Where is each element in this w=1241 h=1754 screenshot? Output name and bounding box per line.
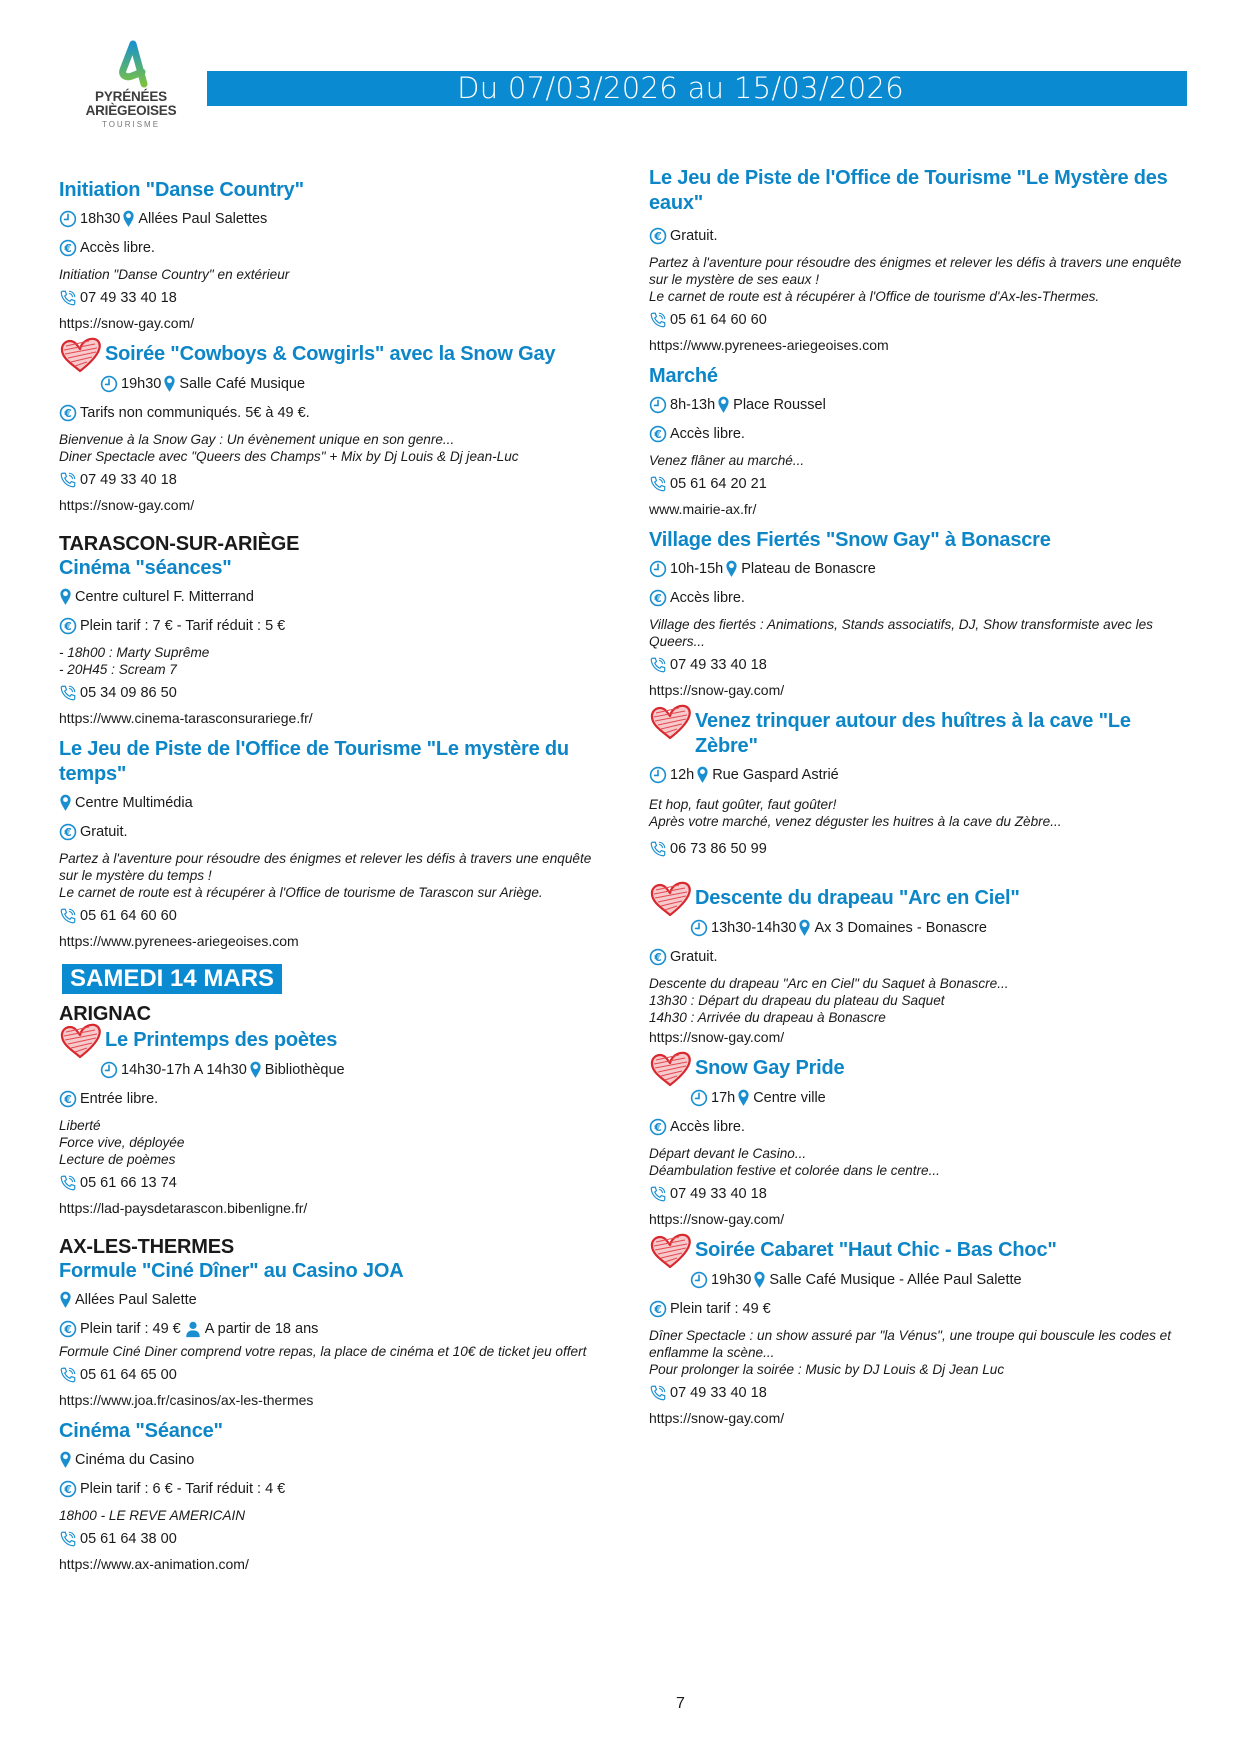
person-icon <box>184 1320 202 1338</box>
description-line: Pour prolonger la soirée : Music by DJ Louis & Dj Jean Luc <box>649 1362 1005 1377</box>
event-time: 12h <box>670 766 695 783</box>
description-line: Le carnet de route est à récupérer à l'Office de tourisme d'Ax-les-Thermes. <box>649 289 1100 304</box>
event-description <box>649 1145 1209 1179</box>
event-place: Cinéma du Casino <box>75 1451 195 1468</box>
euro-icon <box>649 227 667 245</box>
euro-icon <box>649 1300 667 1318</box>
map-pin-icon <box>737 1088 750 1107</box>
event-price: Accès libre. <box>670 1119 745 1135</box>
event-time: 19h30 <box>121 375 162 392</box>
event-title: Initiation "Danse Country" <box>59 179 304 201</box>
event-title <box>695 709 1131 759</box>
event-url-link[interactable]: https://snow-gay.com/ <box>649 1029 785 1045</box>
event-title: Cinéma "Séance" <box>59 1420 223 1442</box>
clock-icon <box>100 1061 118 1079</box>
event-title: Marché <box>649 365 718 387</box>
event-url-link[interactable]: https://snow-gay.com/ <box>649 1410 785 1426</box>
description-line: Force vive, déployée <box>59 1135 185 1150</box>
description-line: - 18h00 : Marty Suprême <box>59 645 210 660</box>
date-range-banner: Du 07/03/2026 au 15/03/2026 <box>207 71 1187 106</box>
event-place: Centre Multimédia <box>75 794 193 811</box>
event-price: Gratuit. <box>670 228 718 244</box>
phone-icon <box>59 907 77 925</box>
event-time: 8h-13h <box>670 396 716 413</box>
euro-icon <box>59 1320 77 1338</box>
clock-icon <box>649 396 667 414</box>
description-line: Après votre marché, venez déguster les huitres à la cave du Zèbre... <box>649 814 1062 829</box>
heart-icon <box>649 703 693 741</box>
event-descente-drapeau <box>649 886 1209 1046</box>
event-title: Soirée "Cowboys & Cowgirls" avec la Snow Gay <box>105 343 556 365</box>
description-line: Liberté <box>59 1118 101 1133</box>
phone-icon <box>59 1366 77 1384</box>
event-age: A partir de 18 ans <box>204 1321 319 1337</box>
city-heading-arignac: ARIGNAC <box>59 1003 151 1025</box>
description-line: Diner Spectacle avec "Queers des Champs" + Mix by Dj Louis & Dj jean-Luc <box>59 449 519 464</box>
event-place: Place Roussel <box>733 396 826 413</box>
event-url-link[interactable]: https://www.joa.fr/casinos/ax-les-thermes <box>59 1392 314 1408</box>
phone-icon <box>649 1384 667 1402</box>
title-line: Le Jeu de Piste de l'Office de Tourisme "Le Mystère des <box>649 167 1168 189</box>
event-phone[interactable]: 05 34 09 86 50 <box>80 685 177 701</box>
event-description <box>649 254 1209 305</box>
phone-icon <box>649 311 667 329</box>
event-url-link[interactable]: https://snow-gay.com/ <box>59 315 195 331</box>
map-pin-icon <box>122 209 135 228</box>
phone-icon <box>649 840 667 858</box>
event-place: Allées Paul Salettes <box>138 210 268 227</box>
event-time: 10h-15h <box>670 560 724 577</box>
heart-icon <box>649 1232 693 1270</box>
description-line: Formule Ciné Diner comprend votre repas, la place de cinéma et 10€ de ticket jeu offert <box>59 1344 587 1359</box>
day-banner: SAMEDI 14 MARS <box>62 964 282 994</box>
event-url-link[interactable]: https://www.cinema-tarasconsurariege.fr/ <box>59 710 313 726</box>
event-place: Salle Café Musique <box>179 375 306 392</box>
description-line: Bienvenue à la Snow Gay : Un évènement unique en son genre... <box>59 432 455 447</box>
event-printemps-poetes <box>59 1028 619 1217</box>
event-price: Plein tarif : 6 € - Tarif réduit : 4 € <box>80 1481 286 1497</box>
clock-icon <box>690 1089 708 1107</box>
event-village-fiertes <box>649 528 1209 699</box>
event-url-link[interactable]: https://snow-gay.com/ <box>59 497 195 513</box>
event-cinema-seances <box>59 556 619 727</box>
event-phone[interactable]: 07 49 33 40 18 <box>80 290 177 306</box>
logo-text-line2: ARIÈGEOISES <box>85 103 177 118</box>
event-time: 13h30-14h30 <box>711 919 797 936</box>
phone-icon <box>649 475 667 493</box>
event-place: Centre culturel F. Mitterrand <box>75 588 254 605</box>
phone-icon <box>649 1185 667 1203</box>
event-price: Entrée libre. <box>80 1091 159 1107</box>
event-title: Snow Gay Pride <box>695 1057 845 1079</box>
page-number: 7 <box>676 1695 685 1712</box>
event-price: Accès libre. <box>670 590 745 606</box>
clock-icon <box>690 1271 708 1289</box>
event-url-link[interactable]: https://snow-gay.com/ <box>649 1211 785 1227</box>
event-description <box>649 975 1209 1026</box>
map-pin-icon <box>249 1060 262 1079</box>
event-title <box>59 737 619 787</box>
logo-text-line1: PYRÉNÉES <box>95 89 167 104</box>
event-description <box>649 452 1209 469</box>
event-price: Accès libre. <box>670 426 745 442</box>
event-url-link[interactable]: https://www.ax-animation.com/ <box>59 1556 249 1572</box>
map-pin-icon <box>753 1270 766 1289</box>
description-line: Partez à l'aventure pour résoudre des énigmes et relever les défis à travers une enquête <box>649 255 1182 270</box>
title-line: eaux" <box>649 192 704 214</box>
left-column <box>59 178 619 1573</box>
description-line: enflamme la scène... <box>649 1345 775 1360</box>
description-line: - 20H45 : Scream 7 <box>59 662 177 677</box>
event-description <box>649 616 1209 650</box>
phone-icon <box>59 471 77 489</box>
event-description <box>649 1327 1209 1378</box>
event-time: 14h30-17h A 14h30 <box>121 1061 247 1078</box>
event-place: Salle Café Musique - Allée Paul Salette <box>769 1271 1022 1288</box>
event-phone[interactable]: 05 61 64 65 00 <box>80 1367 177 1383</box>
title-line: Le Jeu de Piste de l'Office de Tourisme "Le mystère du <box>59 738 569 760</box>
event-cowboys-cowgirls <box>59 342 619 514</box>
euro-icon <box>59 1090 77 1108</box>
description-line: Lecture de poèmes <box>59 1152 176 1167</box>
event-place: Allées Paul Salette <box>75 1291 197 1308</box>
event-url-link[interactable]: https://www.pyrenees-ariegeoises.com <box>59 933 299 949</box>
event-description <box>59 1507 619 1524</box>
event-jeu-de-piste-eaux <box>649 166 1209 354</box>
description-line: Départ devant le Casino... <box>649 1146 807 1161</box>
event-time: 19h30 <box>711 1271 752 1288</box>
event-description <box>649 796 1209 830</box>
event-price: Plein tarif : 7 € - Tarif réduit : 5 € <box>80 618 286 634</box>
event-url-link[interactable]: https://snow-gay.com/ <box>649 682 785 698</box>
phone-icon <box>59 684 77 702</box>
event-price: Tarifs non communiqués. 5€ à 49 €. <box>80 405 310 421</box>
logo-text-line3: TOURISME <box>101 120 161 129</box>
event-phone[interactable]: 07 49 33 40 18 <box>670 1186 767 1202</box>
event-description <box>59 850 619 901</box>
description-line: sur le mystère de ses eaux ! <box>649 272 819 287</box>
clock-icon <box>59 210 77 228</box>
clock-icon <box>100 375 118 393</box>
euro-icon <box>59 1480 77 1498</box>
euro-icon <box>59 404 77 422</box>
right-column <box>649 166 1209 1427</box>
event-description <box>59 1117 619 1168</box>
phone-icon <box>59 289 77 307</box>
event-description <box>59 266 619 283</box>
event-description <box>59 644 619 678</box>
map-pin-icon <box>163 374 176 393</box>
description-line: Partez à l'aventure pour résoudre des énigmes et relever les défis à travers une enquête <box>59 851 592 866</box>
map-pin-icon <box>59 1290 72 1309</box>
description-line: Initiation "Danse Country" en extérieur <box>59 267 290 282</box>
clock-icon <box>649 560 667 578</box>
event-cinema-seance-ax <box>59 1419 619 1573</box>
city-heading-tarascon: TARASCON-SUR-ARIÈGE <box>59 533 300 555</box>
phone-icon <box>59 1174 77 1192</box>
event-phone[interactable]: 07 49 33 40 18 <box>670 657 767 673</box>
euro-icon <box>59 617 77 635</box>
description-line: 13h30 : Départ du drapeau du plateau du Saquet <box>649 993 945 1008</box>
euro-icon <box>649 1118 667 1136</box>
brand-logo <box>78 40 184 129</box>
map-pin-icon <box>696 765 709 784</box>
description-line: Venez flâner au marché... <box>649 453 805 468</box>
event-place: Rue Gaspard Astrié <box>712 766 839 783</box>
title-line: Venez trinquer autour des huîtres à la cave "Le <box>695 710 1131 732</box>
heart-icon <box>59 336 103 374</box>
title-line: temps" <box>59 763 127 785</box>
event-place: Plateau de Bonascre <box>741 560 876 577</box>
event-title: Le Printemps des poètes <box>105 1029 338 1051</box>
event-cine-diner <box>59 1259 619 1409</box>
phone-icon <box>59 1530 77 1548</box>
event-soiree-cabaret <box>649 1238 1209 1427</box>
event-snow-gay-pride <box>649 1056 1209 1228</box>
event-price: Accès libre. <box>80 240 155 256</box>
event-description <box>59 1343 619 1360</box>
event-description <box>59 431 619 465</box>
clock-icon <box>649 766 667 784</box>
event-title: Soirée Cabaret "Haut Chic - Bas Choc" <box>695 1239 1057 1261</box>
euro-icon <box>649 948 667 966</box>
event-time: 17h <box>711 1089 736 1106</box>
map-pin-icon <box>59 587 72 606</box>
event-phone[interactable]: 06 73 86 50 99 <box>670 841 767 857</box>
event-title: Cinéma "séances" <box>59 557 232 579</box>
logo-mark-icon <box>112 40 150 90</box>
event-phone[interactable]: 05 61 64 38 00 <box>80 1531 177 1547</box>
event-time: 18h30 <box>80 210 121 227</box>
description-line: Descente du drapeau "Arc en Ciel" du Saquet à Bonascre... <box>649 976 1009 991</box>
event-price: Gratuit. <box>80 824 128 840</box>
map-pin-icon <box>59 1450 72 1469</box>
event-marche <box>649 364 1209 518</box>
title-line: Zèbre" <box>695 735 758 757</box>
event-phone[interactable]: 05 61 64 60 60 <box>80 908 177 924</box>
event-url-link[interactable]: https://lad-paysdetarascon.bibenligne.fr/ <box>59 1200 308 1216</box>
heart-icon <box>59 1022 103 1060</box>
description-line: sur le mystère du temps ! <box>59 868 212 883</box>
heart-icon <box>649 880 693 918</box>
event-title: Village des Fiertés "Snow Gay" à Bonascre <box>649 529 1051 551</box>
event-phone[interactable]: 05 61 66 13 74 <box>80 1175 177 1191</box>
event-title <box>649 166 1209 216</box>
event-place: Centre ville <box>753 1089 826 1106</box>
event-jeu-de-piste-temps <box>59 737 619 950</box>
event-price: Plein tarif : 49 € <box>670 1301 771 1317</box>
event-phone[interactable]: 07 49 33 40 18 <box>80 472 177 488</box>
event-phone[interactable]: 05 61 64 20 21 <box>670 476 767 492</box>
city-heading-ax: AX-LES-THERMES <box>59 1236 234 1258</box>
event-huitres-zebre <box>649 709 1209 858</box>
event-url-link[interactable]: https://www.pyrenees-ariegeoises.com <box>649 337 889 353</box>
event-phone[interactable]: 05 61 64 60 60 <box>670 312 767 328</box>
description-line: Déambulation festive et colorée dans le centre... <box>649 1163 940 1178</box>
euro-icon <box>649 589 667 607</box>
description-line: Queers... <box>649 634 705 649</box>
description-line: Village des fiertés : Animations, Stands associatifs, DJ, Show transformiste avec les <box>649 617 1153 632</box>
event-price: Plein tarif : 49 € <box>80 1321 181 1337</box>
description-line: Dîner Spectacle : un show assuré par "la Vénus", une troupe qui bouscule les codes et <box>649 1328 1171 1343</box>
clock-icon <box>690 919 708 937</box>
event-danse-country <box>59 178 619 332</box>
map-pin-icon <box>59 793 72 812</box>
description-line: Le carnet de route est à récupérer à l'Office de tourisme de Tarascon sur Ariège. <box>59 885 543 900</box>
phone-icon <box>649 656 667 674</box>
map-pin-icon <box>717 395 730 414</box>
event-place: Bibliothèque <box>264 1061 345 1078</box>
event-url-link[interactable]: www.mairie-ax.fr/ <box>649 501 757 517</box>
description-line: 18h00 - LE REVE AMERICAIN <box>59 1508 246 1523</box>
map-pin-icon <box>798 918 811 937</box>
event-title: Descente du drapeau "Arc en Ciel" <box>695 887 1020 909</box>
event-title: Formule "Ciné Dîner" au Casino JOA <box>59 1260 404 1282</box>
heart-icon <box>649 1050 693 1088</box>
euro-icon <box>59 823 77 841</box>
euro-icon <box>59 239 77 257</box>
event-price: Gratuit. <box>670 949 718 965</box>
euro-icon <box>649 425 667 443</box>
description-line: Et hop, faut goûter, faut goûter! <box>649 797 837 812</box>
description-line: 14h30 : Arrivée du drapeau à Bonascre <box>649 1010 886 1025</box>
map-pin-icon <box>725 559 738 578</box>
event-place: Ax 3 Domaines - Bonascre <box>814 919 987 936</box>
event-phone[interactable]: 07 49 33 40 18 <box>670 1385 767 1401</box>
